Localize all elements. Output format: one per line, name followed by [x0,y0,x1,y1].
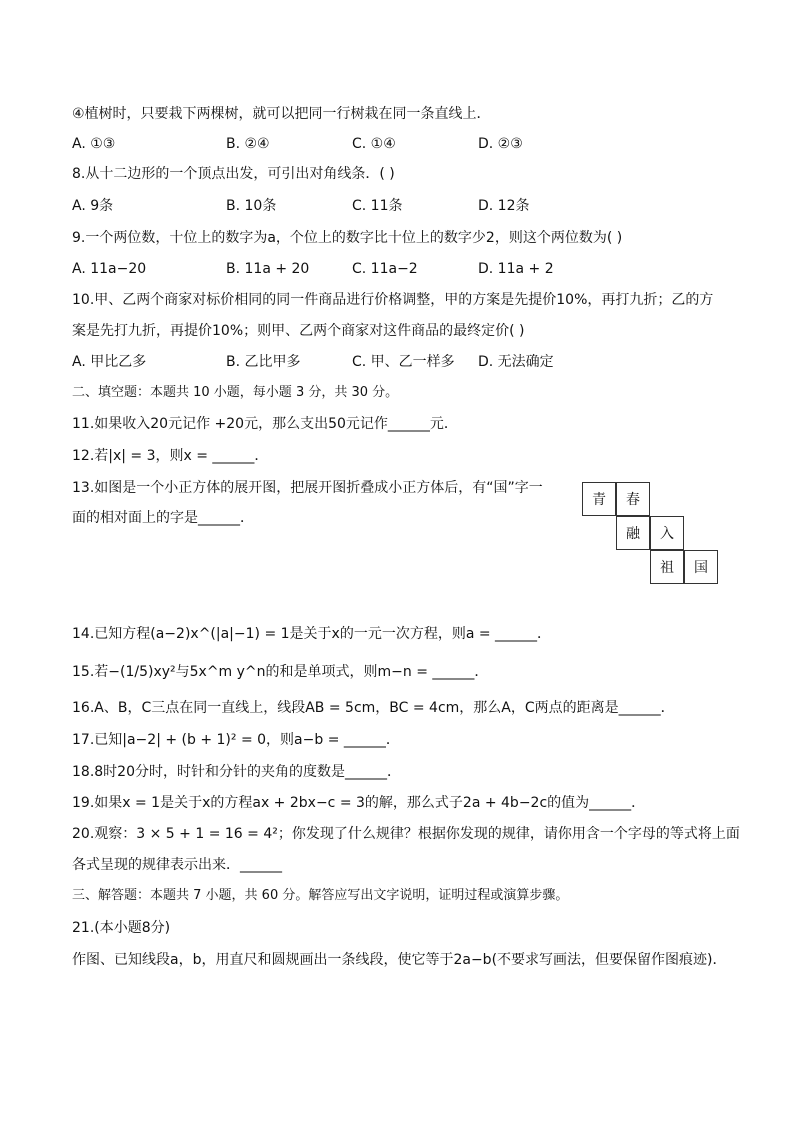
q7-option-d: D. ②③ [478,136,523,152]
q7-option-a: A. ①③ [72,136,116,152]
q10-stem-line2: 案是先打九折，再提价10%；则甲、乙两个商家对这件商品的最终定价( ) [72,323,525,339]
q8-option-d: D. 12条 [478,198,530,214]
q8-option-b: B. 10条 [226,198,277,214]
q20-line1: 20.观察：3 × 5 + 1 = 16 = 4²；你发现了什么规律？根据你发现的规律，请你用含一个字母的等式将上面 [72,826,740,842]
q21-header: 21.(本小题8分) [72,920,171,936]
q9-option-c: C. 11a−2 [352,261,418,277]
section-3-heading: 三、解答题：本题共 7 小题，共 60 分。解答应写出文字说明，证明过程或演算步骤。 [72,888,569,903]
q21-text: 作图、已知线段a，b，用直尺和圆规画出一条线段，使它等于2a−b(不要求写画法，但要保留作图痕迹)． [72,952,727,968]
cube-net-cell-qing: 青 [582,482,616,516]
q18-text: 18.8时20分时，时针和分针的夹角的度数是______． [72,764,401,780]
q11-text: 11.如果收入20元记作 +20元，那么支出50元记作______元． [72,416,458,432]
q13-line2: 面的相对面上的字是______． [72,510,254,526]
cube-net-cell-rong: 融 [616,516,650,550]
section-2-heading: 二、填空题：本题共 10 小题，每小题 3 分，共 30 分。 [72,385,399,400]
q10-option-c: C. 甲、乙一样多 [352,354,455,370]
q10-option-b: B. 乙比甲多 [226,354,301,370]
q14-text: 14.已知方程(a−2)x^(|a|−1) = 1是关于x的一元一次方程，则a = ______． [72,626,552,642]
q10-option-d: D. 无法确定 [478,354,554,370]
q7-stem-tail: ④植树时，只要栽下两棵树，就可以把同一行树栽在同一条直线上． [72,106,491,122]
q8-stem: 8.从十二边形的一个顶点出发，可引出对角线条．( ) [72,166,395,182]
q17-text: 17.已知|a−2| + (b + 1)² = 0，则a−b = ______． [72,732,400,748]
q9-option-b: B. 11a + 20 [226,261,310,277]
q10-stem-line1: 10.甲、乙两个商家对标价相同的同一件商品进行价格调整，甲的方案是先提价10%，再打九折；乙的方 [72,292,714,308]
cube-net-cell-ru: 入 [650,516,684,550]
q12-text: 12.若|x| = 3，则x = ______． [72,448,269,464]
q8-option-c: C. 11条 [352,198,403,214]
cube-net-cell-guo: 国 [684,550,718,584]
cube-net-cell-chun: 春 [616,482,650,516]
q8-option-a: A. 9条 [72,198,114,214]
q13-line1: 13.如图是一个小正方体的展开图，把展开图折叠成小正方体后，有“国”字一 [72,480,543,496]
q16-text: 16.A、B，C三点在同一直线上，线段AB = 5cm，BC = 4cm，那么A，C两点的距离是______． [72,700,675,716]
q7-option-c: C. ①④ [352,136,396,152]
q9-stem: 9.一个两位数，十位上的数字为a，个位上的数字比十位上的数字少2，则这个两位数为( ) [72,230,623,246]
cube-net-cell-zu: 祖 [650,550,684,584]
q10-option-a: A. 甲比乙多 [72,354,147,370]
q9-option-d: D. 11a + 2 [478,261,554,277]
q9-option-a: A. 11a−20 [72,261,147,277]
q7-option-b: B. ②④ [226,136,270,152]
q20-line2: 各式呈现的规律表示出来．______ [72,857,282,873]
q15-text: 15.若−(1/5)xy²与5x^m y^n的和是单项式，则m−n = ______． [72,664,489,680]
q19-text: 19.如果x = 1是关于x的方程ax + 2bx−c = 3的解，那么式子2a + 4b−2c的值为______． [72,795,646,811]
